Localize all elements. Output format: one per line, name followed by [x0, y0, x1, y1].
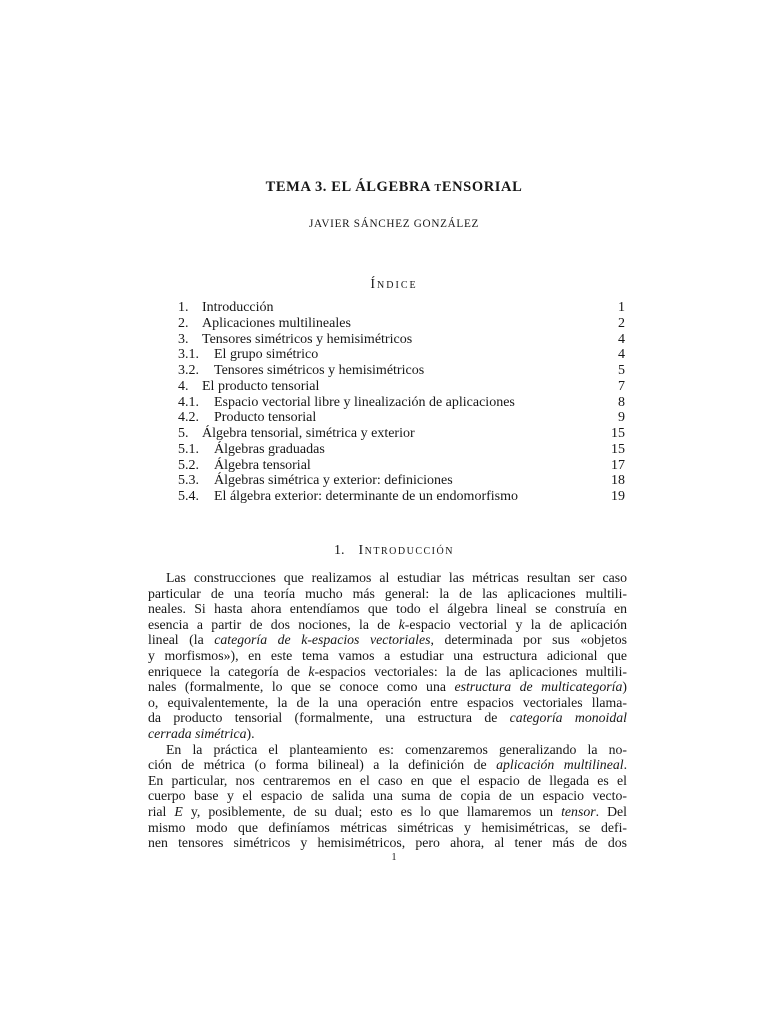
toc-entry [178, 332, 625, 348]
toc-entry-num: 5.1. [178, 441, 199, 457]
toc-entry-page: 5 [618, 363, 625, 378]
text-run: . Del [595, 804, 627, 819]
toc-entry-label: Álgebra tensorial, simétrica y exterior [202, 426, 415, 441]
toc-entry-label: Introducción [202, 300, 274, 315]
section-title: Introducción [358, 543, 454, 558]
text-run: esencia a partir de dos nociones, la de [148, 616, 399, 632]
text-run: da producto tensorial (formalmente, una estructura de [148, 710, 510, 726]
toc-entry-label: Espacio vectorial libre y linealización de aplicaciones [214, 394, 515, 410]
body-text-line [148, 601, 627, 617]
body-text-line [148, 710, 627, 726]
toc-entry-num: 3.1. [178, 347, 199, 363]
text-run: -espacios vectoriales: la de las aplicaciones multili- [314, 663, 628, 679]
toc-entry-num: 5. [178, 426, 189, 441]
toc-entry-page: 18 [611, 473, 625, 489]
toc-entry-label: Aplicaciones multilineales [202, 315, 351, 331]
section-heading [148, 542, 640, 560]
body-text-line [148, 695, 627, 711]
toc-entry [178, 316, 625, 332]
emphasized-text: k [398, 616, 405, 632]
text-run: y morfismos»), en este tema vamos a estudiar una estructura adicional que [148, 648, 627, 663]
section-number: 1. [334, 543, 345, 558]
toc-entry-label: Álgebras simétrica y exterior: definiciones [214, 473, 453, 489]
toc-heading: Índice [370, 277, 418, 292]
toc-entry-num: 5.4. [178, 489, 199, 504]
toc-entry-num: 4.2. [178, 410, 199, 426]
toc-entry-page: 1 [618, 300, 625, 315]
emphasized-text: aplicación multilineal [496, 757, 624, 773]
text-run: nen tensores simétricos y hemisimétricos, pero ahora, al tener más de dos [148, 835, 627, 851]
emphasized-text: categoría de k-espacios vectoriales [214, 632, 431, 648]
body-text-line [148, 835, 627, 851]
text-run: ción de métrica (o forma bilineal) a la definición de [148, 757, 497, 773]
text-run: En particular, nos centraremos en el caso en que el espacio de llegada es el [148, 772, 627, 788]
toc-entry [178, 379, 625, 395]
body-text [148, 570, 627, 860]
body-text-line [148, 788, 627, 804]
body-text-line [148, 570, 627, 586]
body-text-line [148, 726, 627, 742]
document-title: TEMA 3. EL ÁLGEBRA tENSORIAL [265, 179, 523, 195]
text-run: y, posiblemente, de su dual; esto es lo que llamaremos un [182, 804, 562, 819]
text-run: ). [246, 726, 255, 741]
toc-entry-page: 2 [618, 315, 625, 331]
body-text-line [148, 757, 627, 773]
text-run: cuerpo base y el espacio de salida una suma de copia de un espacio vecto- [148, 788, 627, 804]
toc-entry-page: 7 [618, 378, 625, 394]
toc-entry-page: 8 [618, 394, 625, 410]
text-run: -espacio vectorial y la de aplicación [404, 616, 627, 632]
text-run: Las construcciones que realizamos al estudiar las métricas resultan ser caso [166, 570, 627, 585]
toc-entry-label: El álgebra exterior: determinante de un endomorfismo [214, 489, 519, 504]
text-run: particular de una teoría mucho más general: la de las aplicaciones multili- [148, 585, 627, 601]
toc-entry-num: 4.1. [178, 394, 199, 410]
toc-entry-num: 3. [178, 331, 189, 347]
toc-entry-page: 17 [611, 457, 625, 473]
toc-entry-page: 15 [611, 441, 625, 457]
toc-entry-page: 19 [611, 489, 625, 504]
table-of-contents [178, 300, 625, 510]
toc-entry-label: El producto tensorial [202, 378, 320, 394]
emphasized-text: E [174, 804, 183, 819]
toc-entry [178, 363, 625, 379]
toc-entry [178, 395, 625, 411]
page-number: 1 [391, 852, 397, 863]
body-text-line [148, 773, 627, 789]
emphasized-text: estructura de multicategoría [454, 679, 623, 695]
toc-entry [178, 347, 625, 363]
body-text-line [148, 664, 627, 680]
toc-entry-label: Producto tensorial [214, 410, 317, 426]
text-run: . [623, 757, 628, 773]
toc-entry-page: 4 [618, 347, 625, 363]
emphasized-text: categoría monoidal [509, 710, 627, 726]
toc-entry [178, 489, 625, 505]
body-text-line [148, 586, 627, 602]
toc-entry [178, 410, 625, 426]
text-run: nales (formalmente, lo que se conoce como una [148, 679, 455, 695]
toc-entry [178, 300, 625, 316]
emphasized-text: k [308, 663, 315, 679]
toc-entry-label: Álgebra tensorial [214, 457, 311, 473]
toc-entry-label: Tensores simétricos y hemisimétricos [202, 331, 413, 347]
body-text-line [148, 820, 627, 836]
toc-entry-page: 4 [618, 331, 625, 347]
toc-entry-num: 5.2. [178, 457, 199, 473]
text-run: mismo modo que definíamos métricas simétricas y hemisimétricas, se defi- [148, 819, 627, 835]
body-text-line [148, 617, 627, 633]
toc-entry [178, 442, 625, 458]
toc-entry-num: 4. [178, 378, 189, 394]
emphasized-text: cerrada simétrica [148, 726, 247, 741]
toc-entry-label: Álgebras graduadas [214, 441, 325, 457]
text-run: lineal (la [148, 632, 215, 648]
text-run: enriquece la categoría de [148, 663, 309, 679]
toc-entry-page: 9 [618, 410, 625, 426]
body-text-line [148, 742, 627, 758]
text-run: , determinada por sus «objetos [430, 632, 627, 648]
text-run: ) [622, 679, 627, 695]
body-text-line [148, 804, 627, 820]
text-run: o, equivalentemente, la de la una operación entre espacios vectoriales llama- [148, 694, 627, 710]
emphasized-text: tensor [561, 804, 596, 819]
toc-entry-label: Tensores simétricos y hemisimétricos [214, 363, 425, 378]
body-text-line [148, 679, 627, 695]
body-text-line [148, 648, 627, 664]
toc-entry-num: 5.3. [178, 473, 199, 489]
toc-entry-num: 3.2. [178, 363, 199, 378]
toc-entry [178, 458, 625, 474]
toc-entry-page: 15 [611, 426, 625, 441]
toc-entry [178, 426, 625, 442]
text-run: rial [148, 804, 175, 819]
toc-entry-num: 2. [178, 315, 189, 331]
text-run: neales. Si hasta ahora entendíamos que todo el álgebra lineal se construía en [148, 601, 627, 617]
body-text-line [148, 632, 627, 648]
toc-entry [178, 473, 625, 489]
toc-entry-num: 1. [178, 300, 189, 315]
toc-entry-label: El grupo simétrico [214, 347, 319, 363]
document-author: JAVIER SÁNCHEZ GONZÁLEZ [308, 218, 480, 230]
text-run: En la práctica el planteamiento es: comenzaremos generalizando la no- [166, 741, 627, 757]
